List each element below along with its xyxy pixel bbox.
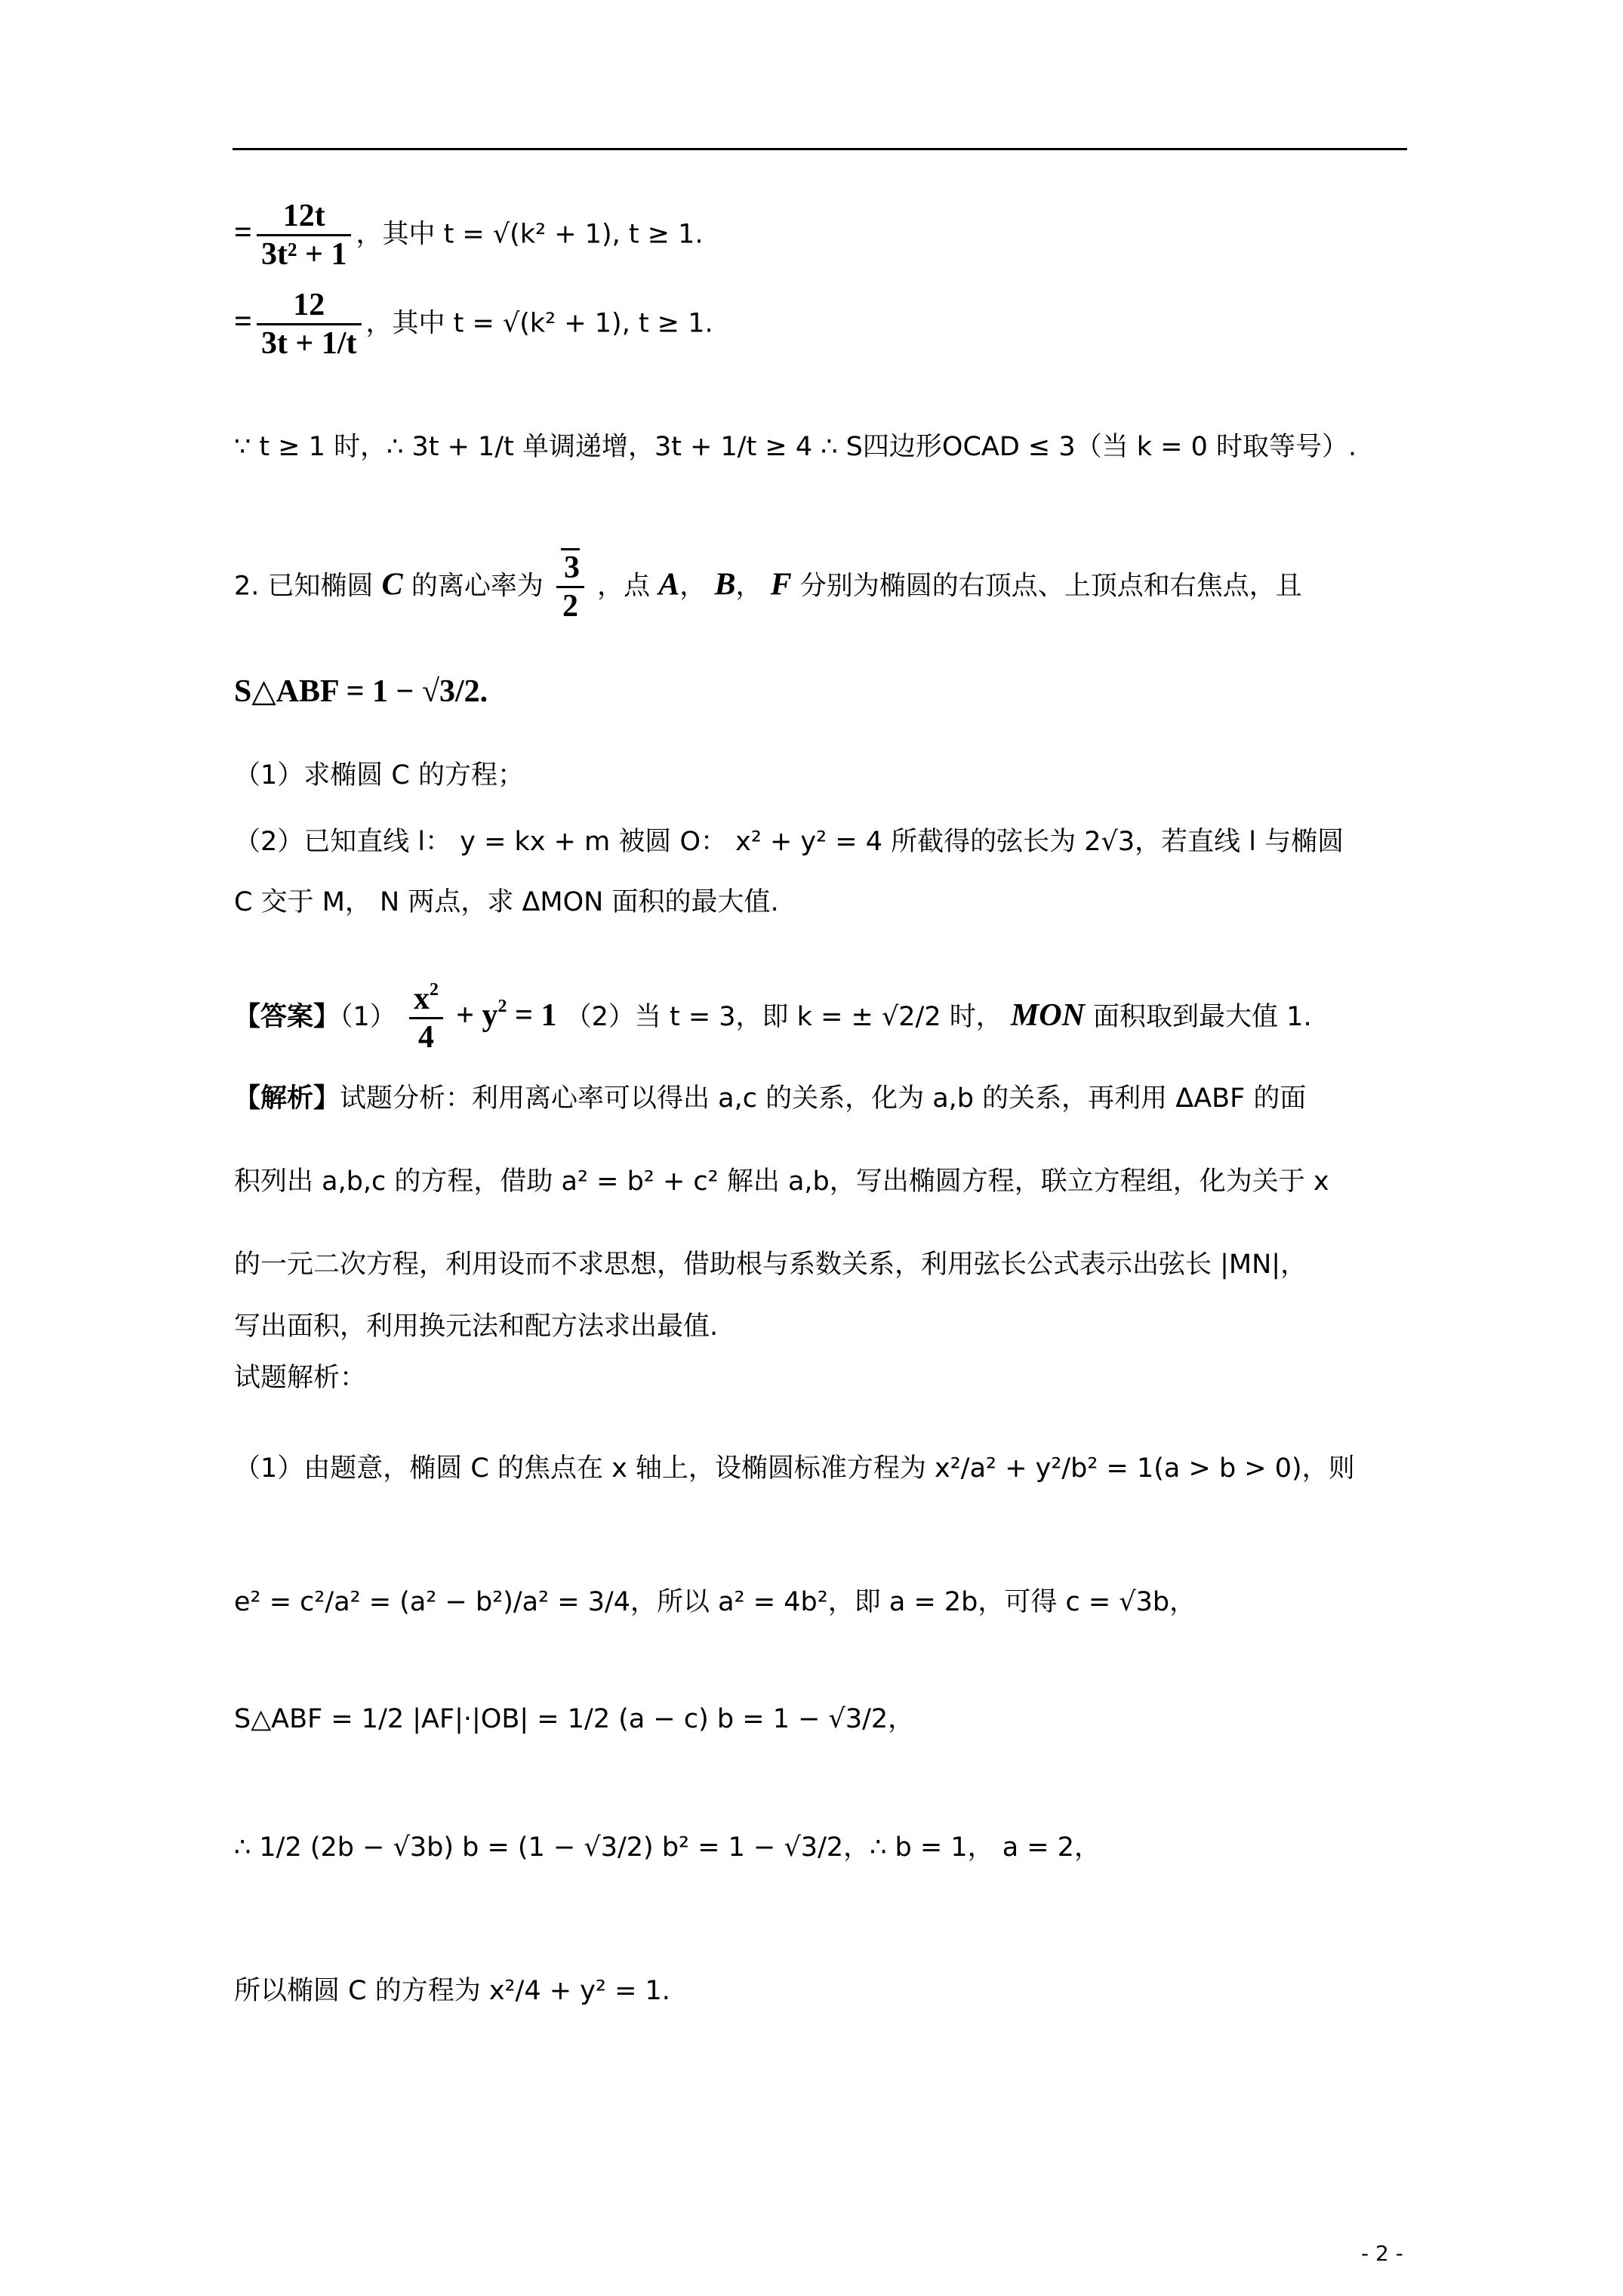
- solution-step-5: 所以椭圆 C 的方程为 x²/4 + y² = 1.: [234, 1976, 670, 2006]
- solution-step-4: ∴ 1/2 (2b − √3b) b = (1 − √3/2) b² = 1 − √3/2，∴ b = 1， a = 2，: [234, 1832, 1101, 1863]
- question-2-line-1: （2）已知直线 l： y = kx + m 被圆 O： x² + y² = 4 所截得的弦长为 2√3，若直线 l 与椭圆: [234, 827, 1344, 857]
- prev-step-1: = $\frac{12t}{\text{3t² + 1}}$ ，其中 t = √(k² + 1), t ≥ 1.: [234, 199, 704, 273]
- question-2-line-2: C 交于 M， N 两点，求 ΔMON 面积的最大值.: [234, 887, 779, 917]
- page-number: - 2 -: [1361, 2241, 1403, 2266]
- fraction: $\frac{12t}{\text{3t² + 1}}$: [257, 198, 352, 273]
- fraction: $\frac{x^2}{4}$: [409, 980, 443, 1056]
- analysis-p1: 【解析】试题分析：利用离心率可以得出 a,c 的关系，化为 a,b 的关系，再利用 ΔABF 的面: [234, 1083, 1307, 1114]
- area-condition: S△ABF = 1 − √3/2.: [234, 674, 488, 709]
- solution-step-1: （1）由题意，椭圆 C 的焦点在 x 轴上，设椭圆标准方程为 x²/a² + y²/b² = 1(a > b > 0)，则: [234, 1453, 1355, 1484]
- analysis-p3: 的一元二次方程，利用设而不求思想，借助根与系数关系，利用弦长公式表示出弦长 |MN|，: [234, 1250, 1307, 1280]
- analysis-p5: 试题解析：: [234, 1363, 367, 1393]
- analysis-p4: 写出面积，利用换元法和配方法求出最值.: [234, 1311, 719, 1342]
- analysis-p2: 积列出 a,b,c 的方程，借助 a² = b² + c² 解出 a,b，写出椭圆方程，联立方程组，化为关于 x: [234, 1166, 1329, 1197]
- prev-step-3: ∵ t ≥ 1 时，∴ 3t + 1/t 单调递增，3t + 1/t ≥ 4 ∴ S四边形OCAD ≤ 3（当 k = 0 时取等号）.: [234, 432, 1357, 462]
- header-rule: [233, 148, 1407, 150]
- solution-step-2: e² = c²/a² = (a² − b²)/a² = 3/4，所以 a² = 4b²，即 a = 2b，可得 c = √3b，: [234, 1587, 1196, 1617]
- fraction: $\frac{3}{2}$: [556, 550, 584, 625]
- problem-2-intro: 2. 已知椭圆 C 的离心率为 $\frac{3}{2}$ ，点 A， B， F 分别为椭圆的右顶点、上顶点和右焦点，且: [234, 550, 1302, 625]
- answer-line: 【答案】（1） $\frac{x^2}{4}$ + $y^2 = 1$ （2）当 t = 3，即 k = ± √2/2 时， MON 面积取到最大值 1.: [234, 980, 1312, 1056]
- solution-step-3: S△ABF = 1/2 |AF|·|OB| = 1/2 (a − c) b = 1 − √3/2，: [234, 1704, 915, 1734]
- question-1: （1）求椭圆 C 的方程；: [234, 760, 524, 791]
- fraction: $\frac{12}{3t + 1/t}$: [257, 287, 362, 362]
- prev-step-2: = $\frac{12}{3t + 1/t}$ ，其中 t = √(k² + 1), t ≥ 1.: [234, 288, 713, 362]
